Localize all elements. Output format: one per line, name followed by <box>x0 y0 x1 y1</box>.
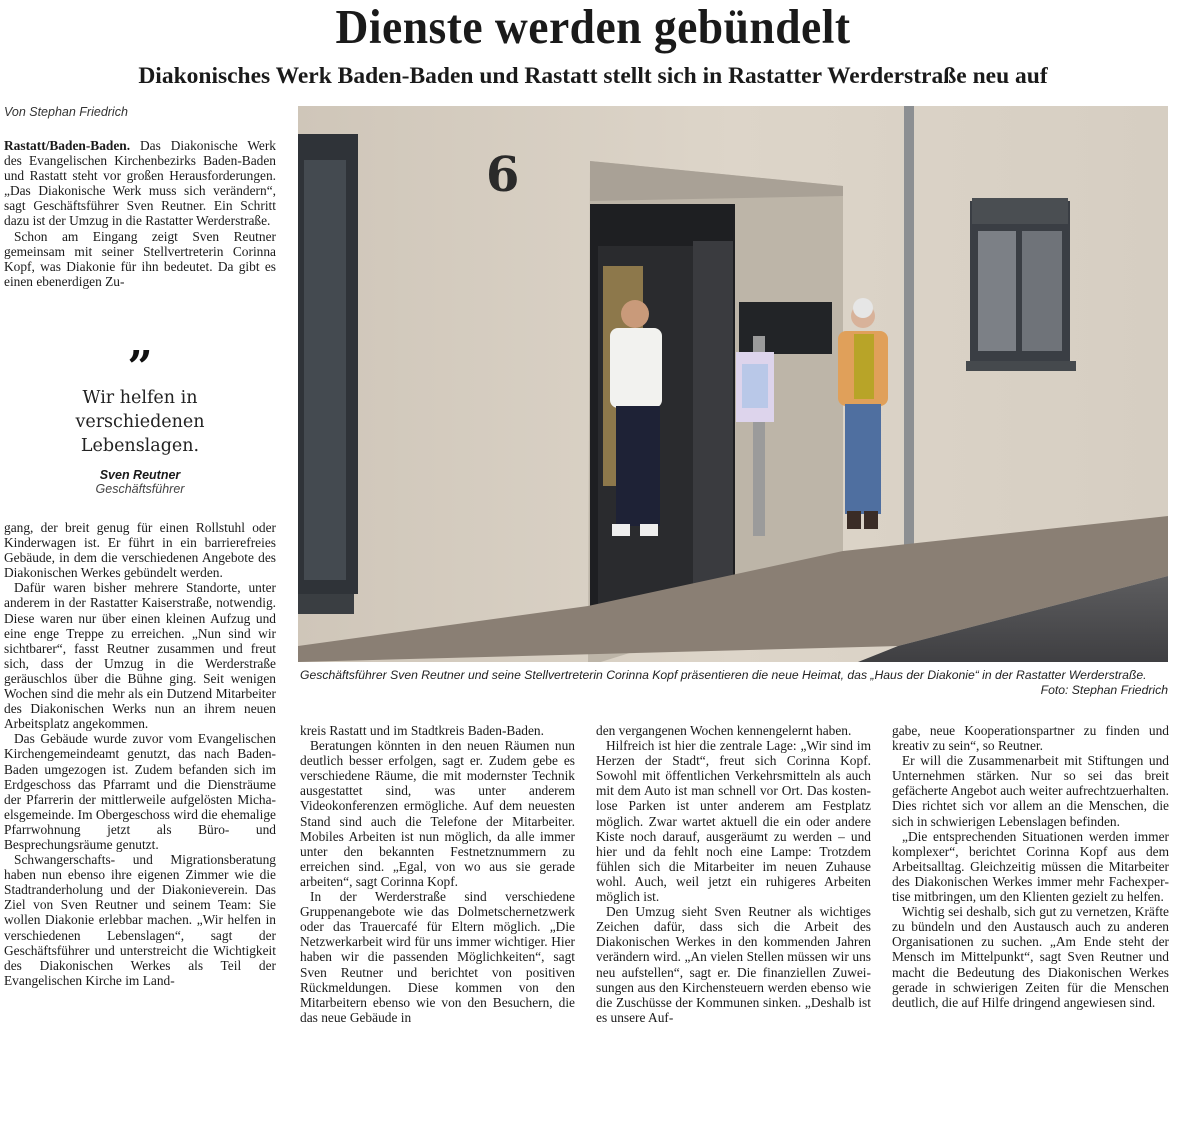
byline: Von Stephan Friedrich <box>4 105 128 119</box>
quote-mark-icon: ” <box>127 342 153 393</box>
paragraph: „Die entsprechenden Situationen werden immer komplexer“, berichtet Corinna Kopf aus dem Arbeitsalltag. Gleichzeitig müssen die Mitarbeiter des Diakonischen Werkes immer mehr Fachexpertise mitbringen, um den Klienten gezielt zu helfen. <box>892 828 1169 905</box>
headline: Dienste werden gebündelt <box>335 0 851 54</box>
subheadline: Diakonisches Werk Baden-Baden und Rastatt stellt sich in Rastatter Werderstraße neu auf <box>138 63 1048 89</box>
paragraph: Schwangerschafts- und Migrationsberatung haben nun ebenso ihre eigenen Zimmer wie die Stadtranderholung und der Diakonieverein. Das Ziel von Sven Reutner und seinem Team: Sie wollen Diakonie erlebbar machen. „Wir helfen in verschiedenen Lebenslagen“, sagt der Geschäftsführer und unterstreicht die Wichtigkeit des Diakonischen Werkes als Teil der Evangelischen Kirche im Land- <box>4 852 276 988</box>
pull-quote-name: Sven Reutner <box>99 468 181 482</box>
paragraph: Den Umzug sieht Sven Reutner als wichtiges Zeichen dafür, dass sich die Arbeit des Diakonischen Werkes in den kommenden Jahren verändern wird. „An vielen Stellen müssen wir uns neu aufstellen“, sagt er. Die finanziellen Zuweisungen aus den Kirchensteuern werden ebenso wie die Zuschüsse der Kommunen sinken. „Deshalb ist es unsere Auf- <box>596 904 871 1025</box>
paragraph: Dafür waren bisher mehrere Standorte, unter anderem in der Rastatter Kaiserstraße, notwendig. Diese waren nur über einen kleinen Aufzug und eine enge Treppe zu erreichen. „Nun sind wir sichtbarer“, fasst Reutner zusammen und freut sich, dass der Umzug in die Werderstraße geräuschlos über die Bühne ging. Seit wenigen Wochen sind die mehr als ein Dutzend Mitarbeiter des Diakonischen Werks nun an ihrem neuen Arbeitsplatz angekommen. <box>4 580 276 732</box>
downpipe <box>904 106 914 546</box>
pull-quote <box>4 342 276 496</box>
person-sven-reutner <box>610 300 662 536</box>
paragraph: Schon am Eingang zeigt Sven Reutner gemeinsam mit seiner Stellvertreterin Corinna Kopf, was Diakonie für ihn bedeutet. Da gibt es einen ebenerdigen Zu- <box>4 228 276 289</box>
pull-quote-role: Geschäftsführer <box>95 482 185 496</box>
lead-paragraph: Rastatt/Baden-Baden. Das Diakonische Werk des Evangelischen Kirchenbezirks Baden-Baden und Rastatt steht vor großen Herausforderungen. „Das Diakonische Werk muss sich verändern“, sagt Geschäftsführer Sven Reutner. Ein Schritt dazu ist der Umzug in die Rastatter Werderstraße. <box>4 138 276 229</box>
column-2 <box>300 723 575 1025</box>
paragraph: den vergangenen Wochen kennengelernt haben. <box>596 723 852 738</box>
paragraph: kreis Rastatt und im Stadtkreis Baden-Baden. <box>300 723 544 738</box>
dateline: Rastatt/Baden-Baden. <box>4 138 131 153</box>
caption-text: Geschäftsführer Sven Reutner und seine Stellvertreterin Corinna Kopf präsentieren die neue Heimat, das „Haus der Diakonie“ in der Rastatter Werderstraße. <box>300 668 1147 682</box>
house-number: 6 <box>486 147 520 203</box>
paragraph: gang, der breit genug für einen Rollstuhl oder Kinderwagen ist. Er führt in ein barrierefreies Gebäude, in dem die verschiedenen Angebote des Diakonischen Werkes gebündelt werden. <box>4 520 276 581</box>
pull-quote-text: Wir helfen in verschiedenen Lebenslagen. <box>75 388 205 456</box>
paragraph: Er will die Zusammenarbeit mit Stiftungen und Unternehmen stärken. Nur so sei das breit gefächerte Angebot auch weiter aufrechtzuerhalten. Dies richtet sich vor allem an die Menschen, die sich in schwierigen Lebenslagen befinden. <box>892 753 1169 829</box>
mailbox <box>739 302 832 354</box>
column-1-bottom <box>4 520 276 988</box>
paragraph: Hilfreich ist hier die zentrale Lage: „Wir sind im Herzen der Stadt“, freut sich Corinna Kopf. Sowohl mit öffentlichen Verkehrsmitteln als auch mit dem Auto ist man schnell vor Ort. Das kostenlose Parken ist unter anderem am Festplatz möglich. Zwar wartet aktuell die ein oder andere Kiste noch darauf, ausgeräumt zu werden – und hier und da fehlt noch eine Lampe: Trotzdem fühlen sich die Mitarbeiter im neuen Zuhause wohl. Auch, weil jetzt ein ruhigeres Arbeiten möglich ist. <box>596 738 871 905</box>
photo-caption <box>300 668 1168 697</box>
column-3 <box>596 723 871 1025</box>
paragraph: Das Gebäude wurde zuvor vom Evangelischen Kirchengemeindeamt genutzt, das nach Baden-Baden umgezogen ist. Zudem befanden sich im Erdgeschoss das Pfarramt und die Diensträume der Pfarrerin der mittlerweile aufgelösten Michaelsgemeinde. Im Obergeschoss wird die ehemalige Pfarrwohnung jetzt als Büro- und Besprechungsräume genutzt. <box>4 731 276 852</box>
paragraph: gabe, neue Kooperationspartner zu finden und kreativ zu sein“, so Reutner. <box>892 723 1169 754</box>
paragraph: In der Werderstraße sind verschiedene Gruppenangebote wie das Dolmetschernetzwerk oder das Trauercafé für Eltern möglich. „Die Netzwerkarbeit wird für uns immer wichtiger. Hier haben wir die passenden Möglichkeiten“, sagt Sven Reutner und berichtet von positiven Rückmeldungen. Diese kommen von den Mitarbeitern ebenso wie von den Besuchern, die das neue Gebäude in <box>300 889 575 1025</box>
column-4 <box>892 723 1169 1010</box>
person-corinna-kopf <box>838 298 888 529</box>
article-photo <box>298 106 1168 662</box>
photo-credit: Foto: Stephan Friedrich <box>1040 683 1168 697</box>
paragraph: Wichtig sei deshalb, sich gut zu vernetzen, Kräfte zu bündeln und den Austausch auch zu anderen Organisationen zu suchen. „Am Ende steht der Mensch im Mittelpunkt“, sagt Sven Reutner und macht die Bedeutung des Diakonischen Werkes gerade in schwierigen Zeiten für die Menschen deutlich, die auf Hilfe dringend angewiesen sind. <box>892 904 1169 1010</box>
column-1-top <box>4 138 276 289</box>
paragraph: Beratungen könnten in den neuen Räumen nun deutlich besser erfolgen, sagt er. Zudem gebe es verschiedene Räume, die mit modernster Technik ausgestattet sind, was unter anderem Videokonferenzen ermögliche. Auf dem neuesten Stand sind auch die Telefone der Mitarbeiter. Mobiles Arbeiten ist nun möglich, da alle immer unter den bekannten Festnetznummern zu erreichen sind. „Egal, von wo aus sie gerade arbeiten“, sagt Corinna Kopf. <box>300 738 575 889</box>
